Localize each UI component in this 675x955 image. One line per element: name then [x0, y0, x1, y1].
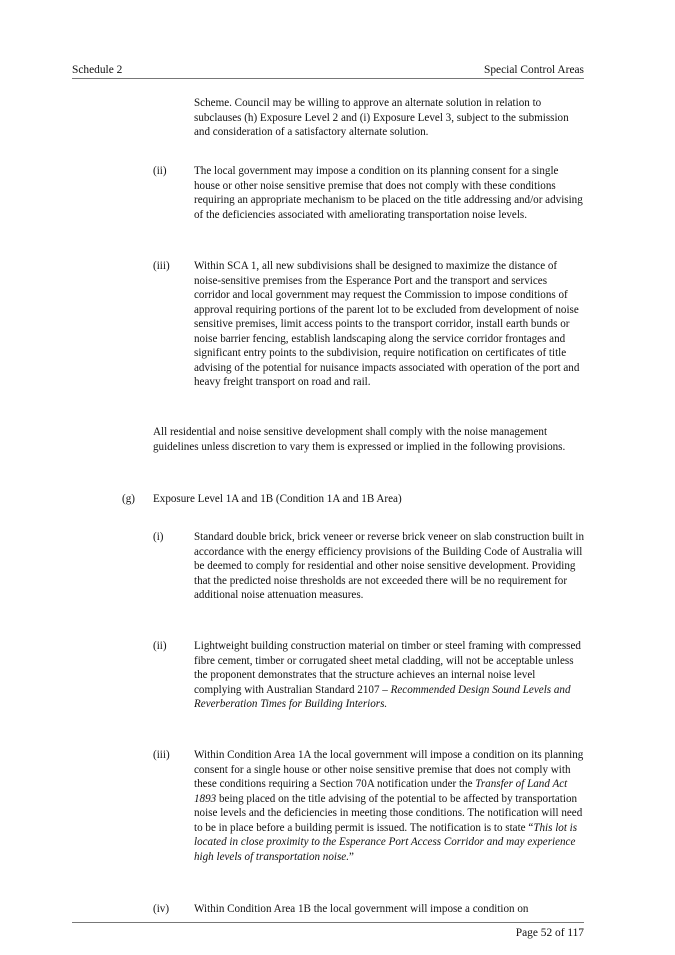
item-g-ii-standard-title: Recommended Design Sound Levels and Reverberation Times for Building Interiors. [194, 683, 571, 710]
item-g-i-text: Standard double brick, brick veneer or reverse brick veneer on slab construction built in accordance with the energy efficiency provisions of the Building Code of Australia will be deemed to comply for residential and other noise sensitive development. Providing that the predicted noise thresholds are not exceeded there will be no requirement for additional noise attenuation measures. [194, 531, 584, 601]
item-f-ii-number: (ii) [153, 165, 167, 177]
item-g-iii-body-a: Within Condition Area 1A the local government will impose a condition on its planning consent for a single house or other noise sensitive premise that does not comply with these conditions requiring a Section 70A notification under the [194, 749, 584, 790]
item-g-ii-body: Lightweight building construction material on timber or steel framing with compressed fibre cement, timber or corrugated sheet metal cladding, will not be acceptable unless the proponent demonstrates that the structure achieves an internal noise level complying with Australian Standard 2107 – [194, 640, 581, 696]
item-g-ii-number: (ii) [153, 640, 167, 652]
item-f-ii-text: The local government may impose a condition on its planning consent for a single house or other noise sensitive premise that does not comply with these conditions requiring an appropriate mechanism to be placed on the title addressing and/or advising of the deficiencies associated with ameliorating transportation noise levels. [194, 165, 583, 221]
header-section: Special Control Areas [484, 64, 584, 76]
item-g-iv-text: Within Condition Area 1B the local government will impose a condition on [194, 903, 529, 915]
item-g-iii-number: (iii) [153, 749, 170, 761]
header-schedule: Schedule 2 [72, 64, 123, 76]
footer-rule [72, 922, 584, 923]
section-g-number: (g) [122, 493, 135, 505]
continuation-paragraph: Scheme. Council may be willing to approve an alternate solution in relation to subclauses (h) Exposure Level 2 and (i) Exposure Level 3, subject to the submission and consideration of a satisfactory alternate solution. [194, 97, 569, 138]
item-g-ii-text [194, 639, 584, 712]
header-rule [72, 78, 584, 79]
section-g-title: Exposure Level 1A and 1B (Condition 1A and 1B Area) [153, 493, 402, 505]
item-g-iii-body-b: being placed on the title advising of the potential to be affected by transportation noise levels and the deficiencies in meeting those conditions. The notification will need to be in place before a building permit is issued. The notification is to state “ [194, 792, 583, 834]
item-g-i-number: (i) [153, 531, 164, 543]
item-f-iii-text: Within SCA 1, all new subdivisions shall be designed to maximize the distance of noise-sensitive premises from the Esperance Port and the transport and services corridor and local government may request the Commission to impose conditions of approval requiring portions of the parent lot to be excluded from development of noise sensitive premises, limit access points to the transport corridor, install earth bunds or noise barrier fencing, establish landscaping along the service corridor frontages and significant entry points to the subdivision, require notification on certificates of title advising of the potential for nuisance impacts associated with operation of the port and heavy freight transport on road and rail. [194, 260, 580, 388]
page-number: Page 52 of 117 [515, 927, 584, 939]
item-g-iii-close-quote: ” [349, 850, 354, 863]
item-g-iv-number: (iv) [153, 903, 170, 915]
item-g-iii-notification-quote: This lot is located in close proximity to the Esperance Port Access Corridor and may experience high levels of transportation noise. [194, 821, 578, 863]
page-header [72, 63, 584, 78]
item-f-iii-number: (iii) [153, 260, 170, 272]
general-compliance-paragraph: All residential and noise sensitive development shall comply with the noise management guidelines unless discretion to vary them is expressed or implied in the following provisions. [153, 426, 566, 453]
item-g-iii-text [194, 748, 584, 864]
item-g-iii-act-title: Transfer of Land Act 1893 [194, 778, 568, 805]
